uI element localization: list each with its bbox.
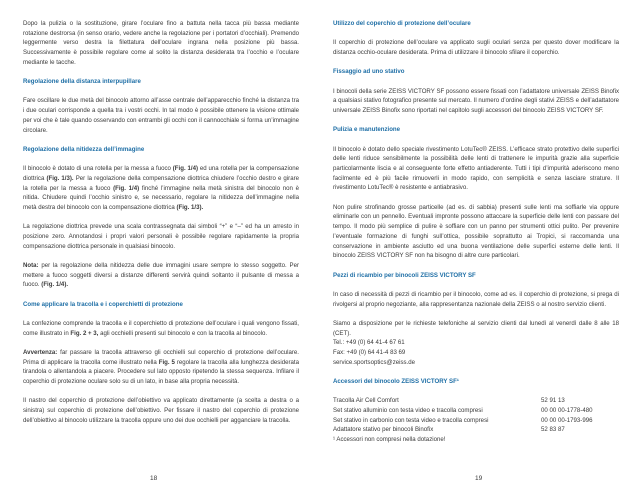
heading-strap: Come applicare la tracolla e i coperchietti di protezione: [23, 300, 183, 308]
heading-eyecup-use: Utilizzo del coperchio di protezione dell’oculare: [333, 20, 471, 27]
table-row: [333, 406, 619, 416]
contact-phone: Tel.: +49 (0) 64 41-4 67 61: [333, 339, 405, 347]
accessory-code: 00 00 00-1793-996: [541, 416, 593, 424]
focus-paragraph: Il binocolo è dotato di una rotella per la messa a fuoco (Fig. 1/4) ed una rotella per la compensazione diottrica (Fig. 1/3). Per la regolazione della compensazione diottrica chiudere l’occhio destro e girare la rotella per la messa a fuoco (Fig. 1/4) finché l’immagine nella metà sinistra del binocolo non è nitida. Chiudere quindi l’occhio sinistro e, se necessario, regolare la nitidezza dell’immagine nella metà destra del binocolo con la compensazione diottrica (Fig. 1/3).: [23, 165, 300, 211]
heading-tripod: Fissaggio ad uno stativo: [333, 68, 405, 76]
cleaning-paragraph: Il binocolo è dotato dello speciale rivestimento LotuTec® ZEISS. L’efficace strato protettivo delle superfici delle lenti riduce sensibilmente la possibilità delle lenti di trattenere le impurità grazie alla superficie particolarmente liscia e al conseguente forte effetto antiaderente. Tutti i tipi d’impurità aderiscono meno facilmente ed è più facile rimuoverli in modo rapido, con semplicità e senza lasciare strature. Il rivestimento LotuTec® è resistente e antiabrasivo.: [333, 145, 619, 192]
heading-interpupillary: Regolazione della distanza interpupillare: [23, 78, 141, 86]
note-paragraph: Nota: per la regolazione della nitidezza delle due immagini usare sempre lo stesso soggetto. Per mettere a fuoco soggetti diversi a distanze differenti servirà quindi soltanto il pulsante di messa a fuoco. (Fig. 1/4).: [23, 261, 299, 289]
accessory-name: Adattatore stativo per binocoli Binofix: [333, 426, 434, 434]
accessories-table: [333, 396, 619, 435]
accessories-footnote: ¹ Accessori non compresi nella dotazione!: [333, 436, 446, 444]
contact-intro: Siamo a disposizione per le richieste telefoniche al servizio clienti dal lunedì al venerdì dalle 8 alle 18 (CET).: [333, 319, 619, 337]
accessory-code: 52 91 13: [541, 397, 565, 405]
tripod-paragraph: I binocoli della serie ZEISS VICTORY SF possono essere fissati con l’adattatore universale ZEISS Binofix a qualsiasi stativo fotografico presente sul mercato. Il numero d’ordine degli stativi ZEISS e dell’adattatore universale ZEISS Binofix sono riportati nel capitolo sugli accessori del binocolo ZEISS VICTORY SF.: [333, 87, 619, 114]
interpupillary-paragraph: Fare oscillare le due metà del binocolo attorno all’asse centrale dell’apparecchio finché la distanza tra i due oculari corrisponde a quella tra i vostri occhi. In tal modo è possibile ottenere la visione ottimale per voi che è tale quando osservando con entrambi gli occhi con il cannocchiale si forma un’immagine circolare.: [23, 97, 299, 134]
table-row: [333, 425, 619, 435]
heading-accessories: Accessori del binocolo ZEISS VICTORY SF¹: [333, 377, 459, 385]
eyecup-use-paragraph: Il coperchio di protezione dell’oculare va applicato sugli oculari senza per questo dover modificare la distanza occhio-oculare desiderata. Prima di utilizzare il binocolo sfilare il coperchio.: [333, 39, 619, 56]
sand-paragraph: Non pulire strofinando grosse particelle (ad es. di sabbia) presenti sulle lenti ma soffiarle via oppure eliminarle con un pennello. Eventuali impronte possono attaccare la superficie delle lenti con passare del tempo. Il modo più semplice di pulire è soffiare con un panno per strumenti ottici pulito. Per prevenire l’eventuale formazione di funghi sull’ottica, possibile soprattutto ai Tropici, si raccomanda una conservazione in ambiente asciutto ed una buona ventilazione delle superfici esterne delle lenti. Il binocolo ZEISS VICTORY SF non ha bisogno di altre cure particolari.: [333, 203, 619, 260]
contact-email: service.sportsoptics@zeiss.de: [333, 358, 416, 366]
diopter-paragraph: La regolazione diottrica prevede una scala contrassegnata dai simboli “+” e “–” ed ha un arresto in posizione zero. Annotandosi i propri valori personali è possibile regolare rapidamente la propria compensazione diottrica personale in qualsiasi binocolo.: [23, 223, 299, 250]
warning-paragraph: Avvertenza: far passare la tracolla attraverso gli occhielli sul coperchio di protezione dell’oculare. Prima di applicare la tracolla come illustrato nella Fig. 5 regolare la tracolla alla lunghezza desiderata tirandola o allentandola a piacere. Procedere sul lato opposto ripetendo la stessa sequenza. Infilare il coperchio di protezione oculare solo su di un lato, in base alla propria necessità.: [23, 348, 299, 386]
intro-paragraph: Dopo la pulizia o la sostituzione, girare l’oculare fino a battuta nella tacca più bassa mediante rotazione destrorsa (in senso orario, vedere anche la regolazione per i portatori d’occhiali). Premendo leggermente verso destra la filettatura dell’oculare ingrana nella posizione più bassa. Successivamente è possibile regolare come al solito la distanza desiderata tra l’occhio e l’oculare mediante le tacche.: [23, 20, 299, 66]
accessory-code: 00 00 00-1778-480: [541, 406, 593, 414]
heading-focus: Regolazione della nitidezza dell’immagine: [23, 145, 145, 153]
right-page: [319, 0, 638, 497]
table-row: [333, 396, 619, 406]
left-text-column: [23, 19, 299, 425]
contact-fax: Fax: +49 (0) 64 41-4 83 69: [333, 348, 406, 356]
heading-cleaning: Pulizia e manutenzione: [333, 126, 401, 134]
accessory-name: Set stativo alluminio con testa video e tracolla compresi: [333, 406, 483, 414]
table-row: [333, 416, 619, 426]
spare-parts-paragraph: In caso di necessità di pezzi di ricambio per il binocolo, come ad es. il coperchio di protezione, si prega di rivolgersi al proprio negoziante, alla rappresentanza nazionale della ZEISS o al nostro servizio clienti.: [333, 290, 619, 308]
accessory-name: Set stativo in carbonio con testa video e tracolla compresi: [333, 416, 489, 424]
lens-cap-strap-paragraph: Il nastro del coperchio di protezione dell’obiettivo va applicato direttamente (a scelta a destra o a sinistra) sul coperchio di protezione dell’obiettivo. Per fissare il nastro del coperchio di protezione dell’obiettivo al binocolo utilizzare la tracolla oppure uno dei due occhielli per agganciare la tracolla.: [23, 397, 299, 424]
accessory-name: Tracolla Air Cell Comfort: [333, 397, 399, 405]
heading-spare-parts: Pezzi di ricambio per binocoli ZEISS VICTORY SF: [333, 271, 476, 279]
page-number-right: 19: [475, 475, 483, 482]
right-text-column: [333, 19, 619, 445]
page-number-left: 18: [150, 475, 158, 482]
accessory-code: 52 83 87: [541, 426, 565, 434]
strap-paragraph: La confezione comprende la tracolla e il coperchietto di protezione dell’oculare i quali vengono fissati, come illustrato in Fig. 2 + 3, agli occhielli presenti sul binocolo e con la tracolla al binocolo.: [23, 319, 299, 337]
